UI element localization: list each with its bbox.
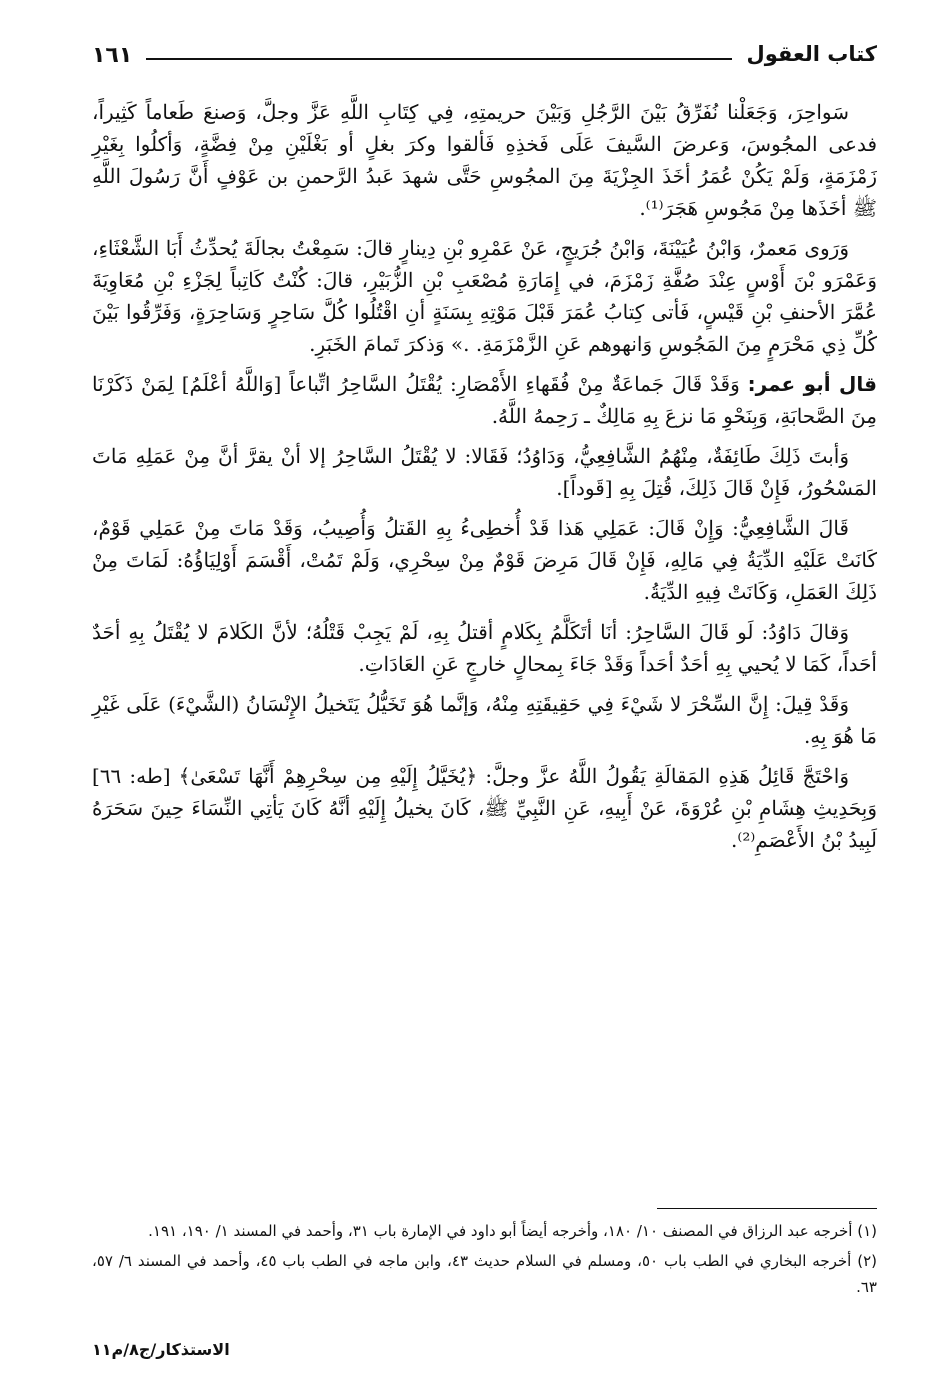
paragraph — [92, 760, 877, 856]
footnotes — [92, 1218, 877, 1304]
paragraph — [92, 96, 877, 224]
paragraph — [92, 440, 877, 504]
page-header — [92, 30, 877, 70]
paragraph — [92, 616, 877, 680]
footnote: (٢) أخرجه البخاري في الطب باب ٥٠، ومسلم في السلام حديث ٤٣، وابن ماجه في الطب باب ٤٥، وأحمد في المسند ٦/ ٥٧، ٦٣. — [92, 1252, 877, 1296]
paragraph-text: وَاحْتَجَّ قَائِلُ هَذِهِ المَقالَةِ يَقُولُ اللَّهُ عزَّ وجلَّ: ﴿يُخَيَّلُ إِلَيْهِ مِن سِحْرِهِمْ أَنَّهَا تَسْعَىٰ﴾ [طه: ٦٦] وَبِحَدِيثِ هِشَامِ بْنِ عُرْوَةَ، عَنْ أَبِيهِ، عَنِ النَّبِيِّ ﷺ، كَانَ يخيلُ إِلَيْهِ أنَّهُ كَانَ يَأتِي النِّسَاءَ حِينَ سَحَرَهُ لَبِيدُ بْنُ الأَعْصَمِ⁽²⁾. — [92, 764, 877, 852]
header-rule — [146, 58, 732, 60]
page-number: ١٦١ — [92, 43, 133, 68]
footnote-separator — [657, 1208, 877, 1209]
paragraph-text: وَأبتَ ذَلِكَ طَائِفَةٌ، مِنْهُمُ الشَّافِعِيُّ، وَدَاوُدُ؛ فَقَالا: لا يُقْتَلُ السَّاحِرُ إلا أنْ يقرَّ أنَّ مِنْ عَمَلِهِ مَاتَ المَسْحُورُ، فَإِنْ قَالَ ذَلِكَ، قُتِلَ بِهِ [قَوداً]. — [92, 444, 877, 500]
signature-mark: الاستذكار/ج٨/م١١ — [92, 1340, 230, 1359]
paragraph-text: وَقَدْ قِيلَ: إِنَّ السِّحْرَ لا شَيْءَ فِي حَقِيقَتِهِ مِنْهُ، وَإنَّما هُوَ تَخَيُّلُ يَتَخيلُ الإِنْسَانُ (الشَّيْءَ) عَلَى غَيْرِ مَا هُوَ بِهِ. — [92, 692, 877, 748]
paragraph — [92, 368, 877, 432]
paragraph-text: وَرَوى مَعمرٌ، وَابْنُ عُيَيْنَةَ، وَابْنُ جُرَيجٍ، عَنْ عَمْرِو بْنِ دِينارٍ قالَ: سَمِعْتُ بجالَةَ يُحدِّثُ أَبَا الشَّعْثَاءِ، وَعَمْرَو بْنَ أَوْسٍ عِنْدَ صُفَّةِ زَمْزَمَ، في إِمَارَةِ مُصْعَبِ بْنِ الزُّبَيْرِ، قالَ: كُنْتُ كَاتِباً لِجَزْءِ بْنِ مُعَاوِيَةَ عُمَّرَ الأحنفِ بْنِ قَيْسٍ، فَأتى كِتابُ عُمَرَ قَبْلَ مَوْتِهِ بِسَنَةٍ أنِ اقْتُلُوا كُلَّ سَاحِرٍ وَسَاحِرَةٍ، وَفَرِّقُوا بَيْنَ كُلِّ ذِي مَحْرَمٍ مِنَ المَجُوسِ وَانهوهم عَنِ الزَّمْزَمَةِ. .» وَذكرَ تَمامَ الخَبَرِ. — [92, 236, 877, 356]
footnote: (١) أخرجه عبد الرزاق في المصنف ١٠/ ١٨٠، وأخرجه أيضاً أبو داود في الإمارة باب ٣١، وأحمد في المسند ١/ ١٩٠، ١٩١. — [148, 1222, 877, 1240]
paragraph-lead: قال أبو عمر: — [747, 372, 877, 396]
paragraph — [92, 512, 877, 608]
paragraph — [92, 232, 877, 360]
paragraph — [92, 688, 877, 752]
paragraph-text: وَقالَ دَاوُدُ: لَو قَالَ السَّاحِرُ: أنَا أتَكَلَّمُ بِكَلامٍ أقتلُ بِهِ، لَمْ يَجِبْ قَتْلُهُ؛ لأنَّ الكَلامَ لا يُقْتَلُ بِهِ أحَدٌ أحَداً، كَمَا لا يُحيي بِهِ أحَدٌ أحَداً وَقَدْ جَاءَ بِمحالٍ خارجٍ عَنِ العَادَاتِ. — [92, 620, 877, 676]
main-text — [92, 96, 877, 864]
running-title: كتاب العقول — [746, 42, 877, 66]
paragraph-text: قَالَ الشَّافِعِيُّ: وَإِنْ قَالَ: عَمَلِي هَذا قَدْ أُخطِىءُ بِهِ القَتلُ وَأُصِيبُ، وَقَدْ مَاتَ مِنْ عَمَلِي قَوْمٌ، كَانَتْ عَلَيْهِ الدِّيَةُ فِي مَالِهِ، فَإِنْ قَالَ مَرِضَ قَوْمٌ مِنْ سِحْرِي، وَلَمْ تَمُتْ، أَقْسَمَ أَوْلِيَاؤُهُ: لَمَاتَ مِنْ ذَلِكَ العَمَلِ، وَكَانَتْ فِيهِ الدِّيَةُ. — [92, 516, 877, 604]
paragraph-text: سَواحِرَ، وَجَعَلْنا نُفَرِّقُ بَيْنَ الرَّجُلِ وَبَيْنَ حريمتِهِ، فِي كِتَابِ اللَّهِ عَزَّ وجلَّ، وَصنعَ طَعاماً كَثِيراً، فدعى المجُوسَ، وَعرضَ السَّيفَ عَلَى فَخذِهِ فَألقوا وكرَ بغلٍ أو بَغْلَيْنِ مِنْ فِضَّةٍ، وَأكلُوا بِغَيْرِ زَمْزَمَةٍ، وَلَمْ يَكُنْ عُمَرُ أخَذَ الجِزْيَةَ مِنَ المجُوسِ حَتَّى شهدَ عَبدُ الرَّحمنِ بن عَوْفٍ أَنَّ رَسُولَ اللَّهِ ﷺ أخَذَها مِنْ مَجُوسِ هَجَرَ⁽¹⁾. — [92, 100, 877, 220]
paragraph-text: وَقَدْ قَالَ جَماعَةٌ مِنْ فُقَهاءِ الأَمْصَارِ: يُقْتَلُ السَّاحِرُ اتِّباعاً [وَاللَّهُ أعْلَمُ] لِمَنْ ذَكَرْنَا مِنَ الصَّحابَةِ، وَبِنَحْوِ مَا نزعَ بِهِ مَالِكٌ ـ رَحِمهُ اللَّهُ. — [92, 372, 877, 428]
